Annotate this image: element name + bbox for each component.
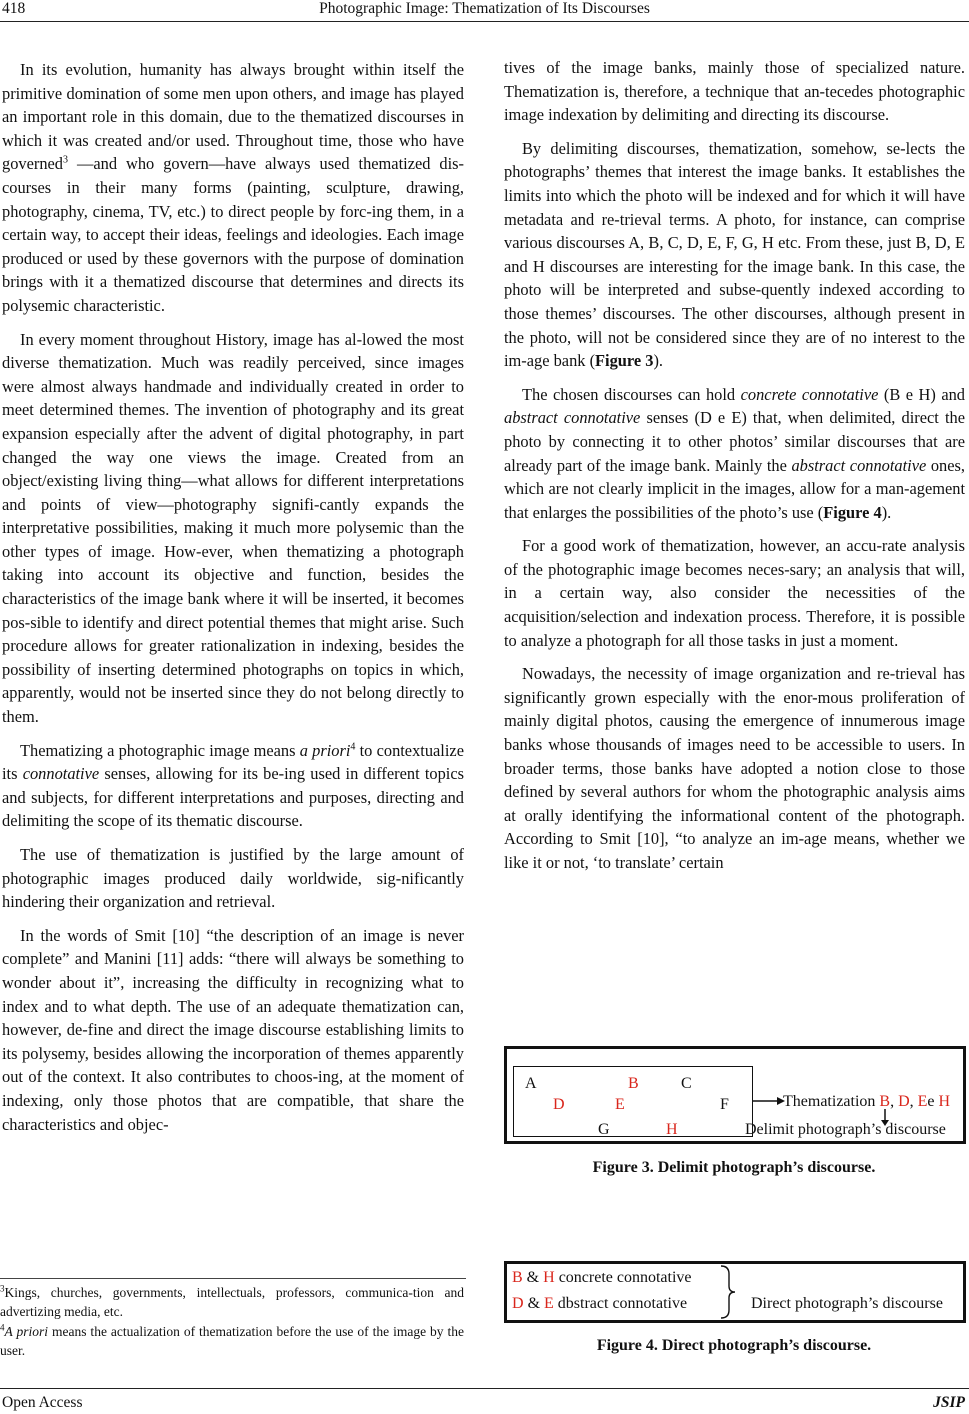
text-run: means the actualization of thematization before the use of the image by the user. [0, 1324, 465, 1358]
thematization-label [783, 1093, 950, 1111]
text-run: Kings, churches, governments, intellectuals, professors, communica-tion and advertizing media, etc. [0, 1285, 464, 1319]
italic-term: abstract connotative [791, 455, 927, 475]
text-run: e [927, 1093, 939, 1110]
left-paragraph-1 [2, 58, 464, 318]
discourse-e: E [615, 1096, 625, 1113]
discourse-b: B [628, 1075, 639, 1092]
text-run: to contextualize its [2, 740, 464, 784]
text-run: , [909, 1093, 918, 1110]
open-access-label: Open Access [2, 1394, 83, 1411]
footnote-ref-3: 3 [63, 154, 68, 166]
italic-term: connotative [22, 764, 100, 784]
footnote-number: 3 [0, 1283, 5, 1294]
left-column [2, 58, 464, 1146]
italic-term: abstract connotative [504, 408, 641, 428]
text-run: D [512, 1295, 524, 1312]
text-run: senses (D e E) that, when delimited, direct the photo by connecting it to other photos’ similar discourses that are already part of the image bank. Mainly the [504, 408, 965, 475]
text-run: , [890, 1093, 899, 1110]
italic-term: a priori [299, 740, 351, 760]
italic-term: concrete connotative [740, 384, 879, 404]
left-paragraph-4: The use of thematization is justified by the large amount of photographic images produced daily worldwide, sig-nificantly hindering their organization and retrieval. [2, 845, 464, 912]
footnote-rule [0, 1278, 466, 1279]
right-paragraph-2 [504, 137, 965, 373]
text-run: senses, allowing for its be-ing used in different topics and subjects, for different interpretations and purposes, directing and delimiting the scope of its thematic discourse. [2, 764, 464, 831]
figure-4-caption: Figure 4. Direct photograph’s discourse. [596, 1337, 872, 1354]
right-paragraph-5: Nowadays, the necessity of image organization and re-trieval has significantly grown especially with the enor-mous proliferation of mainly digital photos, causing the emergence of innumerous image banks whose thousands of images need to be accessible to users. In broader terms, those banks have adopted a notion close to those defined by several authors for whom the photographic analysis aims at orally identifying the informational content of the photograph. According to Smit [10], “to analyze an im-age means, whether we like it or not, ‘to translate’ certain [504, 664, 965, 872]
journal-label: JSIP [933, 1394, 965, 1411]
left-paragraph-5: In the words of Smit [10] “the description of an image is never complete” and Manini [11] adds: “there will always be something to wonder about it”, increasing the difficulty in recognizing what to index and to what depth. The use of an adequate thematization can, however, de-fine and direct the image discourse establishing limits to its polysemy, besides allowing the incorporation of themes apparently out of the context. It also contributes to choos-ing, at the moment of indexing, only those photos that are compatible, that share the characteristics and objec- [2, 925, 464, 1134]
left-paragraph-3 [2, 739, 464, 833]
text-run: —and who govern—have always used thematized dis-courses in their many forms (painting, sculpture, drawing, photography, cinema, TV, etc.) to direct people by forc-ing them, in a certain way, to accept their ideas, feelings and ideologies. Each image produced or used by these governors with the purpose of domination brings with it a thematized discourse that determines and directs its polysemic characteristic. [2, 154, 464, 315]
discourse-f: F [720, 1096, 729, 1113]
text-run: & [522, 1269, 544, 1286]
header-rule [0, 21, 969, 22]
figure-ref: Figure 3 [595, 351, 654, 371]
right-paragraph-1: tives of the image banks, mainly those of specialized nature. Thematization is, therefore, a technique that an-tecedes photographic image indexation by delimiting and directing its discourse. [504, 58, 965, 125]
text-run: B [512, 1269, 523, 1286]
footnote-4 [0, 1322, 464, 1360]
right-paragraph-3 [504, 383, 965, 525]
text-run: B [879, 1093, 891, 1110]
right-column [504, 56, 965, 885]
curly-brace [721, 1266, 735, 1318]
discourse-h: H [666, 1121, 678, 1138]
delimit-label: Delimit photograph’s discourse [745, 1121, 946, 1138]
text-run: H [543, 1269, 555, 1286]
text-run: concrete connotative [554, 1269, 692, 1286]
footnote-ref-4: 4 [350, 741, 356, 753]
text-run: ones, which are not clearly implicit in the images, allow for a man-agement that enlarges the possibilities of the photo’s use ( [504, 455, 965, 522]
right-paragraph-4: For a good work of thematization, however, an accu-rate analysis of the photographic image becomes neces-sary; an analysis that will, in a certain way, also consider the necessities of the acquisition/selection and indexation process. Therefore, it is possible to analyze a photograph for all those tasks in just a moment. [504, 536, 965, 650]
text-run: dbstract connotative [553, 1295, 688, 1312]
direct-label: Direct photograph’s discourse [751, 1295, 943, 1312]
text-run: (B e H) and [878, 384, 965, 404]
discourse-a: A [525, 1075, 537, 1092]
text-run: ). [653, 351, 664, 371]
italic-term: A priori [4, 1324, 48, 1339]
running-title: Photographic Image: Thematization of Its Discourses [319, 0, 650, 17]
text-run: E [917, 1093, 928, 1110]
figure-ref: Figure 4 [823, 502, 882, 522]
text-run: Thematization [783, 1093, 880, 1110]
figure-3-caption: Figure 3. Delimit photograph’s discourse. [592, 1159, 876, 1176]
page-number: 418 [2, 0, 26, 17]
text-run: In its evolution, humanity has always brought within itself the primitive domination of some men upon others, and image has played an important role in this domain, due to the thematized discourses in which it was created and/or used. Throughout time, those who have governed [2, 60, 464, 174]
discourse-d: D [553, 1096, 565, 1113]
discourse-c: C [681, 1075, 692, 1092]
footer-rule [0, 1388, 969, 1389]
discourse-g: G [598, 1121, 610, 1138]
text-run: By delimiting discourses, thematization, somehow, se-lects the photographs’ themes that interest the image banks. It establishes the limits into which the photo will be indexed and for which it will have metadata and re-trieval terms. A photo, for instance, can comprise various discourses A, B, C, D, E, F, G, H etc. From these, just B, D, E and H discourses are interesting for the image bank. In this case, the photo will be interpreted and subse-quently indexed according to those themes’ discourses. The other discourses, although present in the photo, will not be considered since they are of no interest to the im-age bank ( [504, 138, 965, 371]
footnote-3 [0, 1283, 464, 1321]
text-run: Thematizing a photographic image means [20, 740, 300, 760]
text-run: H [938, 1093, 951, 1110]
left-paragraph-2: In every moment throughout History, image has al-lowed the most diverse thematization. Much was readily perceived, since images were almost always handmade and individually created in order to meet determined themes. The invention of photography and its great expansion especially after the advent of digital photography, in part changed the way one views the image. Created from an object/existing living thing—what allows for different interpretations and points of view—photography signifi-cantly expands the interpretative possibilities, making it much more polysemic than the other types of image. How-ever, when thematizing a photograph taking into account its objective and function, besides the characteristics of the image bank where it will be inserted, it becomes pos-sible to identify and direct potential themes that might arise. Such procedure allows for greater rationalization in indexing, besides the possibility of inserting determined photographs on topics in which, apparently, would not be inserted since they do not belong directly to them. [2, 329, 464, 727]
footnote-number: 4 [0, 1322, 5, 1333]
text-run: The chosen discourses can hold [522, 384, 741, 404]
text-run: E [544, 1295, 554, 1312]
text-run: ). [881, 502, 892, 522]
figure-4-diagram [504, 1261, 966, 1323]
figure-3-diagram [504, 1046, 966, 1144]
text-run: & [523, 1295, 545, 1312]
text-run: D [898, 1093, 910, 1110]
